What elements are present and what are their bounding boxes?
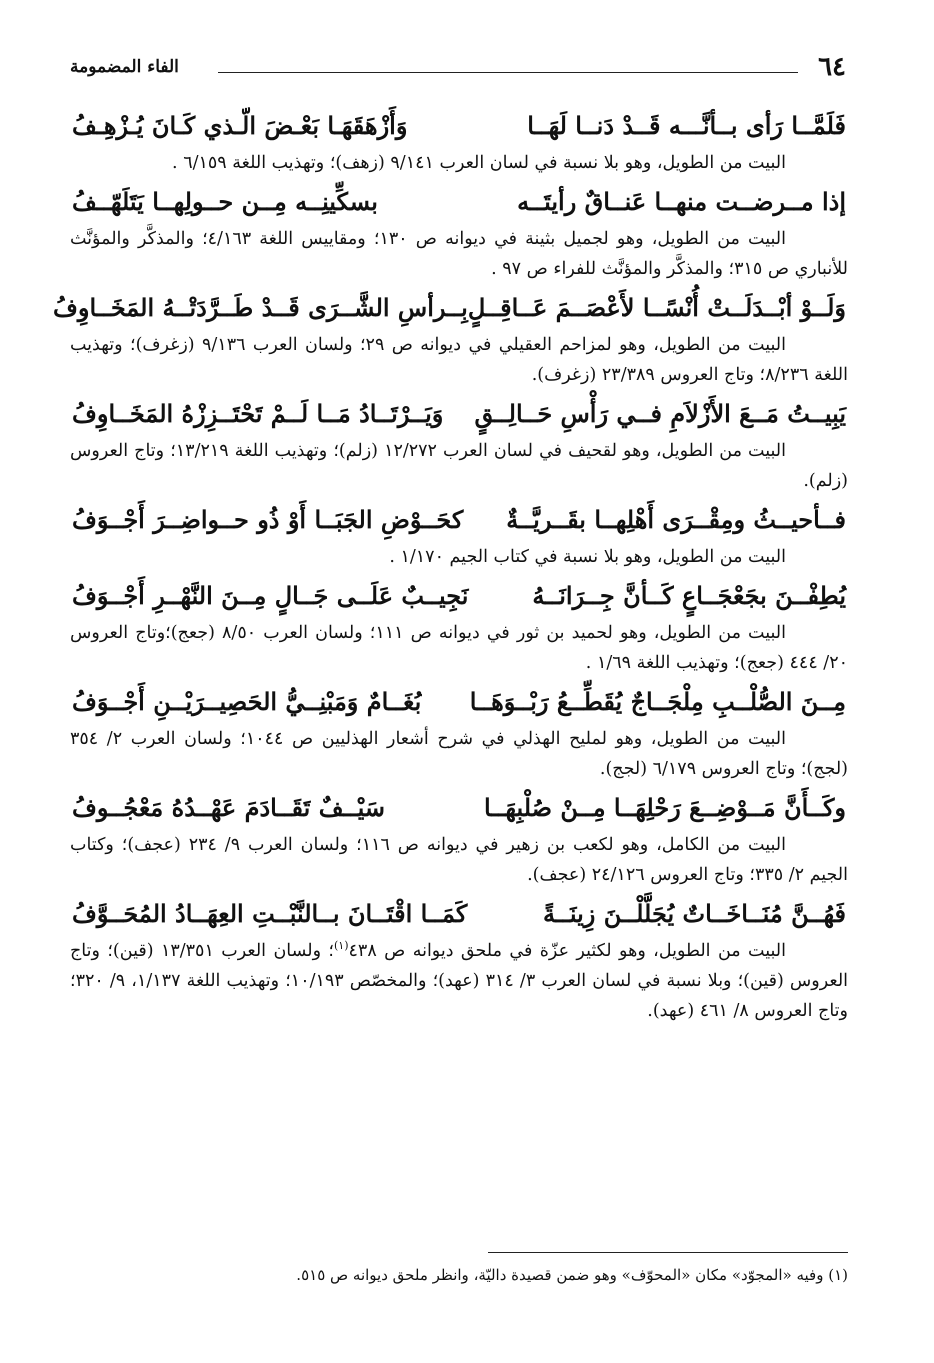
verse-source-note: البيت من الطويل، وهو لقحيف في لسان العرب ١٢/٢٧٢ (زلم)؛ وتهذيب اللغة ١٣/٢١٩؛ وتاج العروس (زلم). <box>70 441 848 491</box>
verse-source-note: البيت من الطويل، وهو لجميل بثينة في ديوانه ص ١٣٠؛ ومقاييس اللغة ٤/١٦٣؛ والمذكَّر والمؤنَّث للأنباري ص ٣١٥؛ والمذكَّر والمؤنَّث للفراء ص ٩٧ . <box>70 229 848 279</box>
verse-first-hemistich: فــأحيــثُ ومِقْــرَى أَهْلِهــا بقَــريَّــةٌ <box>506 505 846 534</box>
verse-line <box>70 498 848 542</box>
verse-first-hemistich: وَلَــوْ أبْــدَلَــتْ أُنْسًــا لأَعْصَــمَ عَــاقِــلٍ <box>467 293 846 322</box>
verse-first-hemistich: إذا مــرضــت منهــا عَنــاقٌ رأيتَــه <box>517 187 846 216</box>
footnote: (١) وفيه «المجوّد» مكان «المحوّف» وهو ضمن قصيدة داليّة، وانظر ملحق ديوانه ص ٥١٥. <box>296 1266 848 1284</box>
verse-source-note: البيت من الطويل، وهو بلا نسبة في لسان العرب ٩/١٤١ (زهف)؛ وتهذيب اللغة ٦/١٥٩ . <box>172 153 786 173</box>
verse-source-note: البيت من الطويل، وهو بلا نسبة في كتاب الجيم ١/١٧٠ . <box>389 547 786 567</box>
verse-line <box>52 286 848 330</box>
verse-line <box>70 180 848 224</box>
verse-first-hemistich: فَهُــنَّ مُنَــاخَــاتٌ يُجَلَّلْــنَ زِينَــةً <box>542 899 846 928</box>
verse-second-hemistich: وَيَــرْتَــادُ مَــا لَــمْ تَحْتَــزِزْهُ المَخَــاوِفُ <box>72 399 444 428</box>
poetry-entry <box>70 104 848 178</box>
note-text-continued: ؛ ولسان العرب ١٣/٣٥١ (قين)؛ وتاج العروس (قين)؛ وبلا نسبة في لسان العرب ٣/ ٣١٤ (عهد)؛ والمخصّص ١٠/١٩٣؛ وتهذيب اللغة ١/١٣٧، ٩/ ٣٢٠؛ وتاج العروس ٨/ ٤٦١ (عهد). <box>70 941 849 1021</box>
verse-first-hemistich: يَبِيــتُ مَــعَ الأَزْلاَمِ فــي رَأْسِ حَــالِــقٍ <box>474 399 846 428</box>
verse-line <box>70 104 848 148</box>
poetry-entry <box>70 574 848 678</box>
poetry-entry <box>70 892 848 1026</box>
poetry-entry <box>70 680 848 784</box>
verse-second-hemistich: كحَــوْضِ الجَبَــا أَوْ ذُو حــواضِــرَ أَجْــوَفُ <box>72 505 464 534</box>
page-content <box>52 104 849 1028</box>
footnote-marker: (١) <box>334 939 349 953</box>
section-title: الفاء المضمومة <box>70 57 179 77</box>
verse-first-hemistich: يُطِفْــنَ بجَعْجَــاعٍ كَــأنَّ جِــرَانَــهُ <box>532 581 846 610</box>
verse-second-hemistich: كَمَــا اقْتَــانَ بــالنَّبْــتِ العِهَــادُ المُحَــوَّفُ <box>72 899 468 928</box>
verse-second-hemistich: سَيْــفٌ تَقَــادَمَ عَهْــدُهُ مَعْجُــوفُ <box>72 793 385 822</box>
verse-second-hemistich: بسكِّينِــه مِــن حــولِهــا يَتَلَهّــفُ <box>72 187 378 216</box>
page-number: ٦٤ <box>818 52 846 82</box>
running-header <box>70 52 848 86</box>
verse-line <box>70 574 848 618</box>
book-page <box>52 52 849 1342</box>
poetry-entry <box>52 286 848 390</box>
verse-second-hemistich: وَأَزْهَقَهَـا بَعْـضَ الّـذي كَـانَ يُـزْهِـفُ <box>72 111 408 140</box>
verse-second-hemistich: بُغَــامٌ وَمَبْنِــيُّ الحَصِيــرَيْــنِ أَجْــوَفُ <box>72 687 422 716</box>
verse-source-note: البيت من الكامل، وهو لكعب بن زهير في ديوانه ص ١١٦؛ ولسان العرب ٩/ ٢٣٤ (عجف)؛ وكتاب الجيم ٢/ ٣٣٥؛ وتاج العروس ٢٤/١٢٦ (عجف). <box>70 835 848 885</box>
verse-line <box>70 892 848 936</box>
verse-line <box>70 680 848 724</box>
verse-line <box>70 786 848 830</box>
verse-first-hemistich: مِــنَ الصُّلْــبِ مِلْجَــاجٌ يُقَطِّــعُ رَبْــوَهَــا <box>469 687 846 716</box>
verse-source-note: البيت من الطويل، وهو لمزاحم العقيلي في ديوانه ص ٢٩؛ ولسان العرب ٩/١٣٦ (زغرف)؛ وتهذيب اللغة ٨/٢٣٦؛ وتاج العروس ٢٣/٣٨٩ (زغرف). <box>70 335 848 385</box>
verse-second-hemistich: بِــرأسِ الشَّــرَى قَــدْ طَــرَّدَتْــهُ المَخَــاوِفُ <box>52 293 468 322</box>
poetry-entry <box>70 392 848 496</box>
verse-source-note: البيت من الطويل، وهو لحميد بن ثور في ديوانه ص ١١١؛ ولسان العرب ٨/٥٠ (جعج)؛وتاج العروس ٢٠/ ٤٤٤ (جعج)؛ وتهذيب اللغة ١/٦٩ . <box>70 623 848 673</box>
poetry-entry <box>70 498 848 572</box>
verse-source-note: البيت من الطويل، وهو لمليح الهذلي في شرح أشعار الهذليين ص ١٠٤٤؛ ولسان العرب ٢/ ٣٥٤ (لجج)؛ وتاج العروس ٦/١٧٩ (لجج). <box>70 729 848 779</box>
verse-first-hemistich: وكَــأَنَّ مَــوْضِــعَ رَحْلِهَــا مِــنْ صُلْبِهَــا <box>484 793 846 822</box>
poetry-entry <box>70 180 848 284</box>
verse-line <box>70 392 848 436</box>
verse-second-hemistich: نَجِيــبٌ عَلَــى جَــالٍ مِــنَ النَّهْــرِ أَجْــوَفُ <box>72 581 469 610</box>
footnote-rule <box>488 1252 848 1253</box>
poetry-entry <box>70 786 848 890</box>
verse-source-note <box>70 936 848 1026</box>
header-rule <box>218 72 798 73</box>
note-text: البيت من الطويل، وهو لكثير عزّة في ملحق ديوانه ص ٤٣٨ <box>348 941 786 961</box>
verse-first-hemistich: فَلَمَّــا رَأى بــأنَّـــه قَــدْ دَنــا لَهَــا <box>527 111 846 140</box>
